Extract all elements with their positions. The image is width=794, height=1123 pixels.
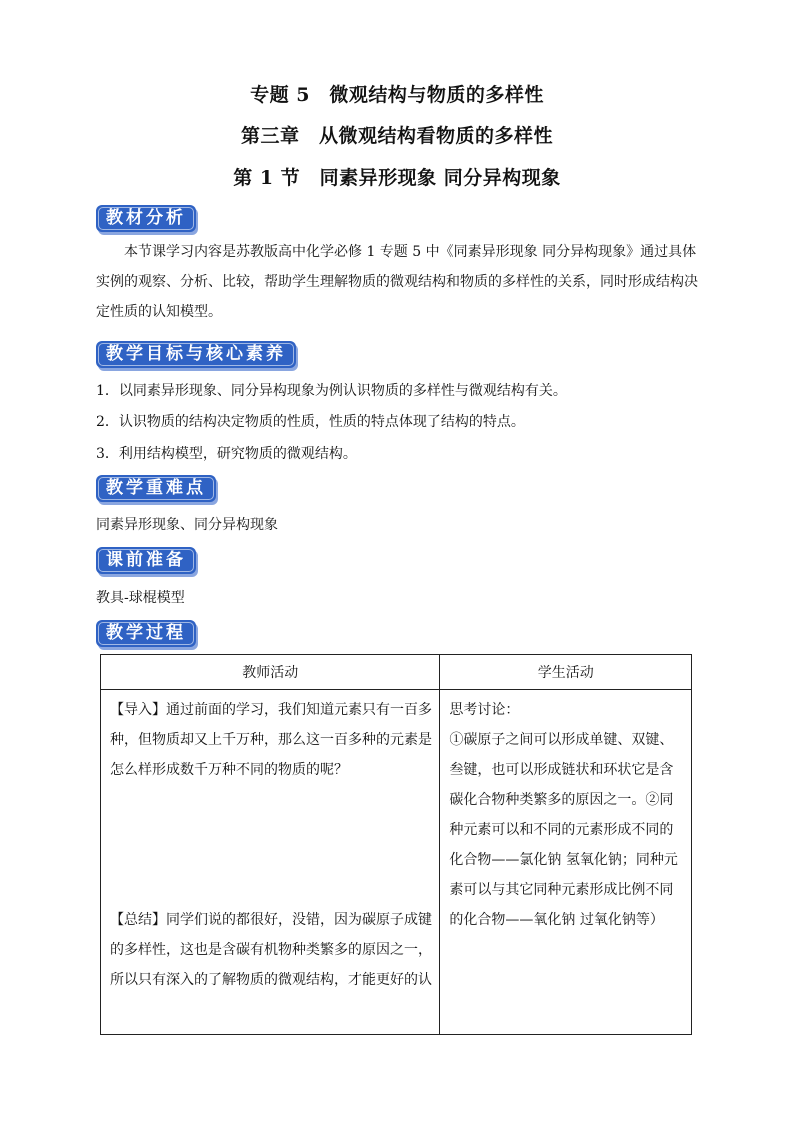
topic-title: 专题 5 微观结构与物质的多样性 [250,84,544,106]
student-cell [440,690,692,1035]
section-title: 第 1 节 同素异形现象 同分异构现象 [233,167,561,189]
summary-tag: 【总结】 [110,912,166,928]
header-teacher: 教师活动 [101,655,440,690]
goal-item-2: 2．认识物质的结构决定物质的性质，性质的特点体现了结构的特点。 [96,414,525,430]
table-header-row [101,655,692,690]
teacher-summary [110,905,432,995]
summary-text: 同学们说的都很好，没错，因为碳原子成键的多样性，这也是含碳有机物种类繁多的原因之一，所以只有深入的了解物质的微观结构，才能更好的认 [110,912,432,988]
student-label: 思考讨论： [449,702,520,718]
process-heading: 教学过程 [96,620,196,647]
chapter-title: 第三章 从微观结构看物质的多样性 [240,125,553,147]
teacher-cell [101,690,440,1035]
preparation-text: 教具-球棍模型 [96,590,185,606]
header-student: 学生活动 [440,655,692,690]
table-row [101,690,692,1035]
preparation-heading: 课前准备 [96,547,196,574]
intro-tag: 【导入】 [110,702,166,718]
keypoints-heading: 教学重难点 [96,475,216,502]
analysis-heading: 教材分析 [96,205,196,232]
process-table [100,654,692,1035]
analysis-text: 本节课学习内容是苏教版高中化学必修 1 专题 5 中《同素异形现象 同分异构现象》通过具体实例的观察、分析、比较，帮助学生理解物质的微观结构和物质的多样性的关系，同时形成结构决定性质的认知模型。 [96,244,698,320]
goal-item-3: 3．利用结构模型，研究物质的微观结构。 [96,446,357,462]
goals-heading: 教学目标与核心素养 [96,341,296,368]
student-text: ①碳原子之间可以形成单键、双键、叁键，也可以形成链状和环状它是含碳化合物种类繁多的原因之一。②同种元素可以和不同的元素形成不同的化合物——氯化钠 氢氧化钠；同种元素可以与其它同种元素形成比例不同的化合物——氧化钠 过氧化钠等） [449,732,678,928]
keypoints-text: 同素异形现象、同分异构现象 [96,517,278,533]
intro-text: 通过前面的学习，我们知道元素只有一百多种，但物质却又上千万种，那么这一百多种的元素是怎么样形成数千万种不同的物质的呢？ [110,702,432,778]
teacher-intro [110,695,432,785]
goal-item-1: 1．以同素异形现象、同分异构现象为例认识物质的多样性与微观结构有关。 [96,383,567,399]
